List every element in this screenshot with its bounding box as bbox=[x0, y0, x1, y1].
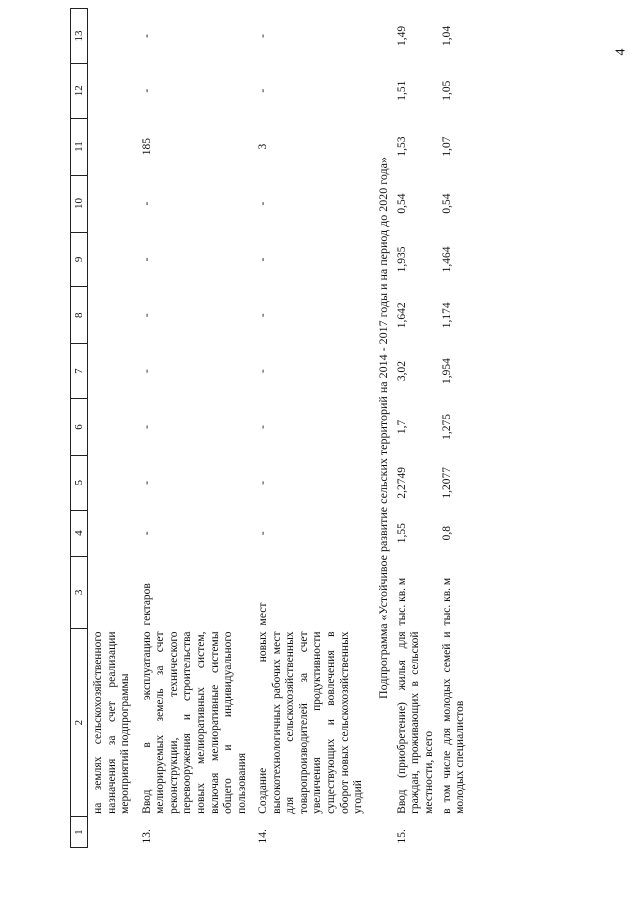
value-cell: 0,54 bbox=[395, 193, 408, 214]
value-cell: - bbox=[140, 369, 153, 374]
value-cell: 1,935 bbox=[395, 246, 408, 273]
value-cell: 1,642 bbox=[395, 302, 408, 329]
value-cell: 3 bbox=[257, 143, 270, 150]
col-header-8: 8 bbox=[71, 287, 88, 344]
value-cell: - bbox=[257, 531, 270, 536]
col-header-11: 11 bbox=[71, 118, 88, 175]
col-header-13: 13 bbox=[71, 9, 88, 64]
value-cell: - bbox=[257, 201, 270, 206]
value-cell: 2,2749 bbox=[395, 466, 408, 499]
value-cell: - bbox=[257, 480, 270, 485]
value-cell: - bbox=[140, 88, 153, 93]
row-name: в том числе для молодых семей и молодых специалистов bbox=[440, 631, 467, 814]
value-cell bbox=[88, 510, 135, 556]
value-cell: 1,53 bbox=[395, 136, 408, 157]
value-cell: - bbox=[140, 531, 153, 536]
row-number: 14. bbox=[257, 829, 270, 844]
value-cell: 1,49 bbox=[395, 25, 408, 46]
row-unit: тыс. кв. м bbox=[440, 577, 453, 626]
subprogram-title: Подпрограмма «Устойчивое развитие сельских территорий на 2014 - 2017 годы и на период до 2020 года» bbox=[375, 157, 390, 699]
value-cell: 1,55 bbox=[395, 523, 408, 544]
row-number bbox=[439, 817, 470, 848]
value-cell: 1,174 bbox=[440, 302, 453, 329]
row-name: Создание новых высокотехнологичных рабочих мест для сельскохозяйственных товаропроизводителей за счет увеличения продуктивности существующих и вовлечения в оборот новых сельскохозяйственных угодий bbox=[257, 631, 365, 814]
rotated-table-sheet bbox=[70, 8, 570, 848]
row-name: Ввод (приобретение) жилья для граждан, проживающих в сельской местности, всего bbox=[395, 631, 435, 814]
value-cell: - bbox=[257, 257, 270, 262]
row-unit: гектаров bbox=[140, 583, 153, 626]
value-cell bbox=[88, 232, 135, 287]
row-unit: мест bbox=[257, 602, 270, 626]
page-number: 4 bbox=[613, 48, 629, 56]
row-unit: тыс. кв. м bbox=[395, 577, 408, 626]
col-header-6: 6 bbox=[71, 398, 88, 455]
table-row bbox=[394, 9, 439, 848]
col-header-2: 2 bbox=[71, 628, 88, 816]
value-cell: 1,51 bbox=[395, 80, 408, 101]
row-name: Ввод в эксплуатацию мелиорируемых земель за счет реконструкции, технического перевооружения и строительства новых мелиоративных систем, включая мелиоративные системы общего и индивидуального пользования bbox=[140, 631, 248, 814]
value-cell bbox=[88, 118, 135, 175]
col-header-12: 12 bbox=[71, 63, 88, 118]
value-cell: - bbox=[257, 369, 270, 374]
row-unit bbox=[88, 556, 135, 628]
col-header-4: 4 bbox=[71, 510, 88, 556]
value-cell: 185 bbox=[140, 137, 153, 156]
value-cell bbox=[88, 344, 135, 399]
value-cell: - bbox=[257, 34, 270, 38]
value-cell: 1,04 bbox=[440, 25, 453, 46]
value-cell: 1,7 bbox=[395, 419, 408, 435]
col-header-5: 5 bbox=[71, 455, 88, 510]
value-cell bbox=[88, 63, 135, 118]
indicators-table bbox=[70, 8, 470, 848]
col-header-7: 7 bbox=[71, 344, 88, 399]
value-cell: - bbox=[140, 34, 153, 38]
value-cell: 0,8 bbox=[440, 525, 453, 541]
value-cell: - bbox=[140, 425, 153, 429]
value-cell bbox=[88, 287, 135, 344]
row-number: 15. bbox=[395, 829, 408, 844]
subprogram-title-row bbox=[368, 9, 394, 848]
value-cell: - bbox=[257, 425, 270, 429]
value-cell: 1,954 bbox=[440, 358, 453, 385]
value-cell: 3,02 bbox=[395, 361, 408, 382]
value-cell: - bbox=[140, 480, 153, 485]
value-cell: 1,2077 bbox=[440, 466, 453, 499]
row-number: 13. bbox=[140, 829, 153, 844]
col-header-3: 3 bbox=[71, 556, 88, 628]
value-cell: 1,05 bbox=[440, 80, 453, 101]
col-header-10: 10 bbox=[71, 175, 88, 232]
col-header-1: 1 bbox=[71, 817, 88, 848]
value-cell: 1,275 bbox=[440, 414, 453, 440]
value-cell bbox=[88, 398, 135, 455]
value-cell bbox=[88, 9, 135, 64]
value-cell: 1,464 bbox=[440, 246, 453, 273]
col-header-9: 9 bbox=[71, 232, 88, 287]
table-row bbox=[251, 9, 368, 848]
value-cell: - bbox=[140, 257, 153, 262]
table-row bbox=[88, 9, 135, 848]
value-cell: 0,54 bbox=[440, 193, 453, 214]
row-name: на землях сельскохозяйственного назначения за счет реализации мероприятий подпрограммы bbox=[92, 631, 132, 814]
value-cell: 1,07 bbox=[440, 136, 453, 157]
value-cell bbox=[88, 175, 135, 232]
value-cell: - bbox=[257, 313, 270, 318]
table-row bbox=[439, 9, 470, 848]
value-cell: - bbox=[140, 313, 153, 318]
value-cell bbox=[88, 455, 135, 510]
column-number-header bbox=[71, 9, 88, 848]
table-row bbox=[135, 9, 252, 848]
value-cell: - bbox=[257, 88, 270, 93]
row-number bbox=[88, 817, 135, 848]
value-cell: - bbox=[140, 201, 153, 206]
